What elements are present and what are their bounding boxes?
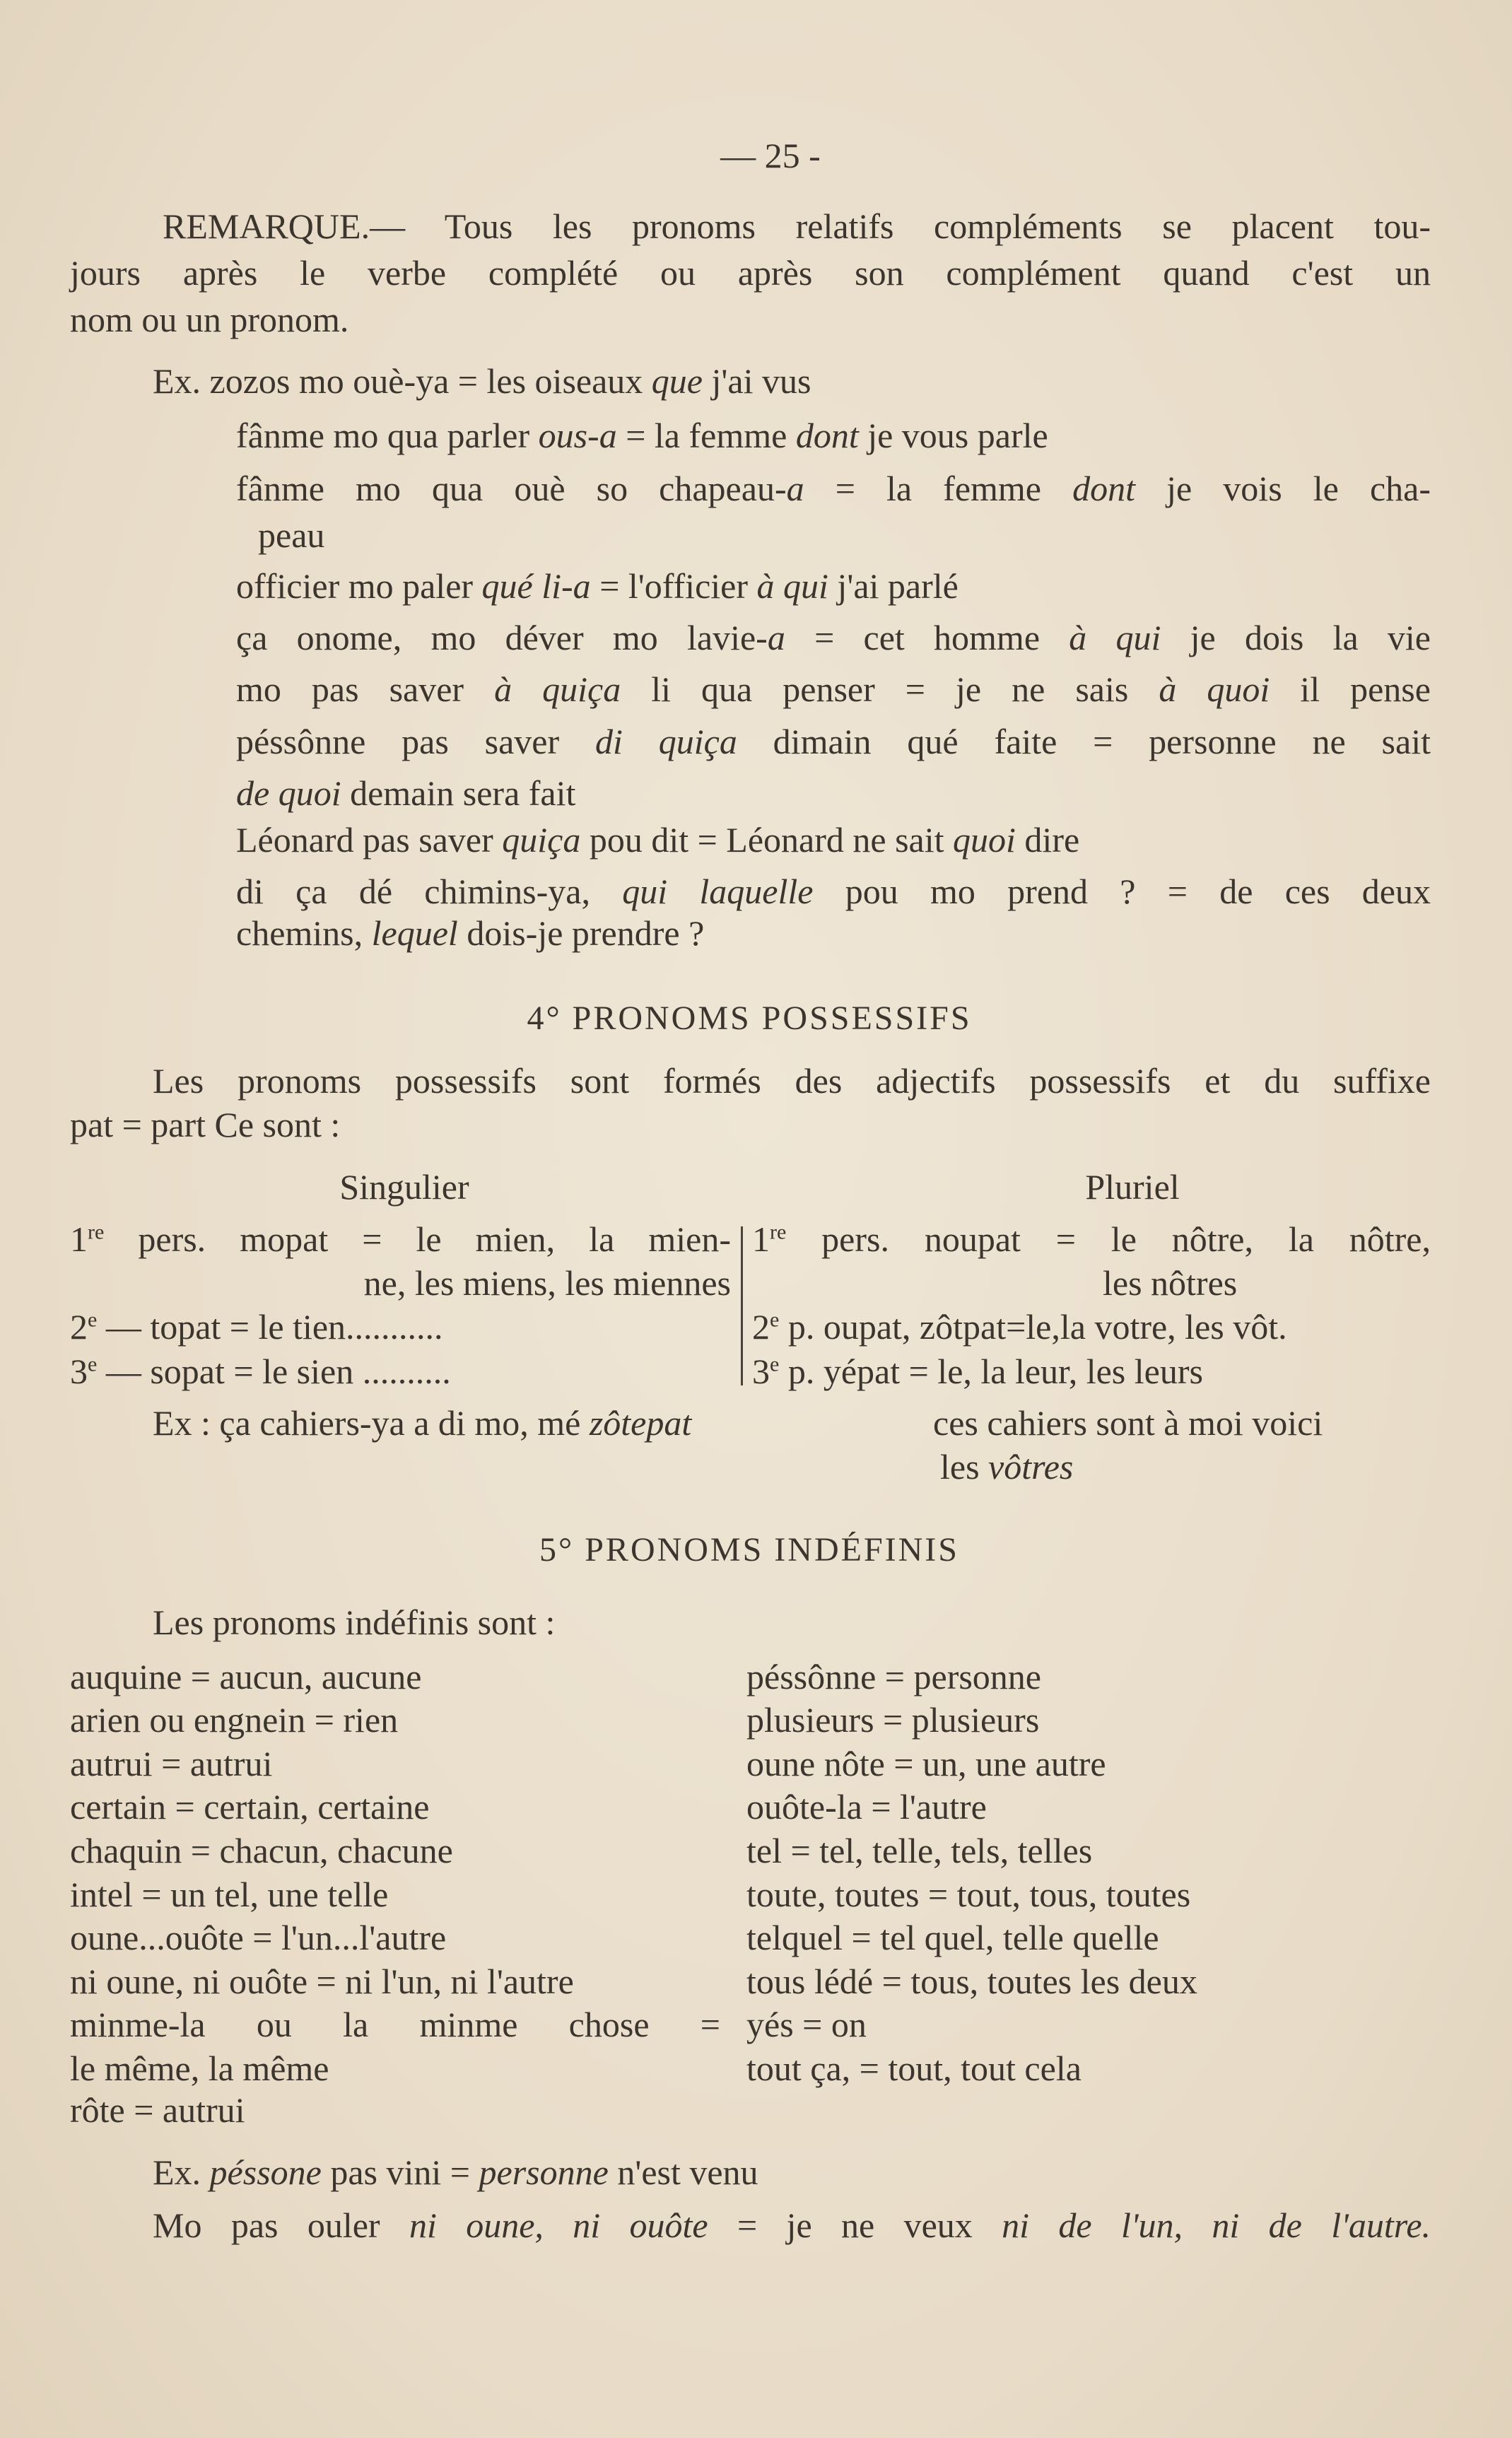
- text-segment: tous lédé = tous, toutes les deux: [746, 1962, 1197, 2001]
- example-line: [236, 912, 704, 954]
- text-segment: pas vini =: [321, 2152, 479, 2192]
- pluriel-row: [752, 1350, 1203, 1393]
- text-segment: demain sera fait: [341, 773, 576, 813]
- text-segment: péssônne pas saver: [236, 722, 595, 761]
- text-segment: = cet homme: [785, 618, 1069, 657]
- text-segment: ces cahiers sont à moi voici: [933, 1403, 1323, 1443]
- text-segment: peau: [258, 515, 325, 555]
- text-segment: mo pas saver: [236, 669, 495, 709]
- text-segment: ni oune, ni ouôte = ni l'un, ni l'autre: [70, 1962, 574, 2001]
- indefinite-pronoun-right: [746, 1699, 1039, 1741]
- text-segment: REMARQUE.— Tous les pronoms relatifs compléments se placent tou-: [163, 206, 1431, 246]
- pluriel-row: [752, 1306, 1287, 1348]
- text-segment: pou mo prend ? = de ces deux: [813, 872, 1431, 911]
- italic-text: que: [651, 361, 703, 401]
- italic-text: à quoi: [1159, 669, 1270, 709]
- text-segment: intel = un tel, une telle: [70, 1875, 389, 1914]
- text-segment: je dois la vie: [1161, 618, 1431, 657]
- text-segment: — 25 -: [720, 136, 821, 175]
- text-segment: nom ou un pronom.: [70, 300, 349, 339]
- italic-text: quoi: [953, 820, 1016, 860]
- indefinite-pronoun-left: [70, 2047, 329, 2090]
- text-segment: Singulier: [339, 1167, 469, 1207]
- text-segment: oune...ouôte = l'un...l'autre: [70, 1918, 447, 1957]
- text-segment: — topat = le tien...........: [97, 1307, 443, 1347]
- section-heading-possessifs: [495, 997, 1004, 1040]
- text-segment: j'ai vus: [703, 361, 811, 401]
- superscript-text: re: [88, 1220, 105, 1244]
- italic-text: à qui: [1069, 618, 1161, 657]
- singulier-row: [70, 1306, 731, 1348]
- text-segment: 3: [70, 1352, 88, 1391]
- italic-text: quiça: [502, 820, 581, 860]
- italic-text: de quoi: [236, 773, 341, 813]
- text-segment: officier mo paler: [236, 566, 482, 606]
- indefinis-intro: [153, 1601, 555, 1643]
- superscript-text: re: [770, 1220, 787, 1244]
- italic-text: à quiça: [494, 669, 621, 709]
- text-segment: arien ou engnein = rien: [70, 1700, 399, 1740]
- text-segment: je vois le cha-: [1135, 469, 1431, 508]
- text-segment: telquel = tel quel, telle quelle: [746, 1918, 1159, 1957]
- possessifs-example: [153, 1402, 691, 1444]
- indefinite-pronoun-right: [746, 2003, 867, 2046]
- text-segment: plusieurs = plusieurs: [746, 1700, 1040, 1740]
- singulier-row: [70, 1350, 731, 1393]
- indefinite-pronoun-left: [70, 1829, 453, 1872]
- italic-text: zôtepat: [589, 1403, 692, 1443]
- text-segment: 4° PRONOMS POSSESSIFS: [527, 1000, 972, 1037]
- possessifs-example-translation: [940, 1446, 1073, 1488]
- text-segment: j'ai parlé: [828, 566, 959, 606]
- text-segment: ça onome, mo déver mo lavie-: [236, 618, 768, 657]
- italic-text: qué li-a: [481, 566, 591, 606]
- example-line: [258, 514, 324, 556]
- indefinite-pronoun-left: [70, 2089, 245, 2131]
- remark-line: [70, 252, 1431, 294]
- italic-text: à qui: [756, 566, 828, 606]
- text-segment: rôte = autrui: [70, 2090, 245, 2130]
- text-segment: Les pronoms indéfinis sont :: [153, 1602, 556, 1642]
- pluriel-row: [752, 1218, 1431, 1260]
- text-segment: 2: [752, 1307, 770, 1347]
- text-segment: les: [940, 1447, 989, 1487]
- example-line: [236, 870, 1431, 913]
- text-segment: di ça dé chimins-ya,: [236, 872, 623, 911]
- text-segment: je vous parle: [858, 416, 1048, 455]
- italic-text: qui laquelle: [622, 872, 814, 911]
- example-line: [236, 414, 1048, 457]
- text-segment: dimain qué faite = personne ne sait: [737, 722, 1431, 761]
- indefinis-example: [153, 2151, 758, 2193]
- italic-text: personne: [479, 2152, 609, 2192]
- text-segment: certain = certain, certaine: [70, 1787, 430, 1827]
- text-segment: 1: [70, 1219, 88, 1259]
- text-segment: p. oupat, zôtpat=le,la votre, les vôt.: [779, 1307, 1287, 1347]
- indefinite-pronoun-left: [70, 1699, 398, 1741]
- example-line: [236, 668, 1431, 710]
- indefinite-pronoun-left: [70, 1960, 574, 2003]
- column-header-singulier: [263, 1166, 546, 1208]
- text-segment: chemins,: [236, 913, 372, 953]
- text-segment: le même, la même: [70, 2049, 329, 2088]
- text-segment: dois-je prendre ?: [457, 913, 705, 953]
- superscript-text: e: [88, 1308, 98, 1332]
- indefinite-pronoun-left: [70, 1916, 446, 1959]
- italic-text: ni de l'un, ni de l'autre.: [1002, 2205, 1431, 2245]
- text-segment: 3: [752, 1352, 770, 1391]
- italic-text: dont: [1072, 469, 1136, 508]
- text-segment: = je ne veux: [708, 2205, 1002, 2245]
- text-segment: 5° PRONOMS INDÉFINIS: [539, 1531, 959, 1569]
- indefinite-pronoun-left: [70, 1742, 272, 1785]
- text-segment: yés = on: [746, 2005, 867, 2044]
- text-segment: — sopat = le sien ..........: [97, 1352, 451, 1391]
- indefinite-pronoun-right: [746, 1916, 1159, 1959]
- italic-text: a: [786, 469, 804, 508]
- text-segment: Ex.: [153, 2152, 210, 2192]
- text-segment: li qua penser = je ne sais: [621, 669, 1159, 709]
- text-segment: tout ça, = tout, tout cela: [746, 2049, 1082, 2088]
- text-segment: Léonard pas saver: [236, 820, 503, 860]
- text-segment: auquine = aucun, aucune: [70, 1657, 422, 1696]
- text-segment: 1: [752, 1219, 770, 1259]
- superscript-text: e: [770, 1308, 780, 1332]
- italic-text: ni oune, ni ouôte: [409, 2205, 708, 2245]
- text-segment: oune nôte = un, une autre: [746, 1744, 1106, 1783]
- remark-line: [163, 205, 1431, 247]
- text-segment: dire: [1015, 820, 1080, 860]
- page-number: [622, 134, 919, 177]
- text-segment: 2: [70, 1307, 88, 1347]
- text-segment: ne, les miens, les miennes: [363, 1263, 731, 1303]
- text-segment: Ex : ça cahiers-ya a di mo, mé: [153, 1403, 590, 1443]
- remark-line: [70, 298, 348, 341]
- example-line: [236, 720, 1431, 763]
- text-segment: Ex. zozos mo ouè-ya = les oiseaux: [153, 361, 652, 401]
- example-line: [236, 819, 1079, 861]
- indefinite-pronoun-left: [70, 1873, 388, 1916]
- text-segment: les nôtres: [1103, 1263, 1238, 1303]
- text-segment: = la femme: [804, 469, 1073, 508]
- text-segment: ouôte-la = l'autre: [746, 1787, 987, 1827]
- indefinis-example: [153, 2204, 1431, 2246]
- indefinite-pronoun-right: [746, 1742, 1106, 1785]
- section-heading-indefinis: [495, 1529, 1004, 1571]
- text-segment: n'est venu: [608, 2152, 758, 2192]
- superscript-text: e: [88, 1352, 98, 1376]
- italic-text: lequel: [371, 913, 458, 953]
- table-column-divider: [741, 1226, 743, 1385]
- text-segment: = la femme: [616, 416, 796, 455]
- italic-text: di quiça: [595, 722, 737, 761]
- italic-text: ous-a: [538, 416, 617, 455]
- text-segment: pers. noupat = le nôtre, la nôtre,: [786, 1219, 1431, 1259]
- indefinite-pronoun-right: [746, 1655, 1041, 1698]
- text-segment: fânme mo qua parler: [236, 416, 539, 455]
- italic-text: a: [767, 618, 785, 657]
- indefinite-pronoun-right: [746, 1829, 1092, 1872]
- text-segment: chaquin = chacun, chacune: [70, 1831, 453, 1870]
- indefinite-pronoun-right: [746, 1960, 1197, 2003]
- indefinite-pronoun-left: [70, 2003, 720, 2046]
- italic-text: dont: [795, 416, 859, 455]
- text-segment: fânme mo qua ouè so chapeau-: [236, 469, 787, 508]
- indefinite-pronoun-right: [746, 1873, 1190, 1916]
- text-segment: Pluriel: [1085, 1167, 1180, 1207]
- text-segment: pat = part Ce sont :: [70, 1105, 341, 1144]
- text-segment: Les pronoms possessifs sont formés des adjectifs possessifs et du suffixe: [153, 1061, 1431, 1101]
- column-header-pluriel: [991, 1166, 1274, 1208]
- singulier-row: [70, 1262, 731, 1304]
- pluriel-row: [1103, 1262, 1237, 1304]
- example-line: [153, 360, 811, 402]
- text-segment: minme-la ou la minme chose =: [70, 2005, 720, 2044]
- possessifs-example-translation: [933, 1402, 1323, 1444]
- text-segment: pou dit = Léonard ne sait: [580, 820, 954, 860]
- example-line: [236, 467, 1431, 510]
- example-line: [236, 772, 575, 814]
- text-segment: péssônne = personne: [746, 1657, 1041, 1696]
- text-segment: pers. mopat = le mien, la mien-: [104, 1219, 731, 1259]
- indefinite-pronoun-left: [70, 1655, 421, 1698]
- example-line: [236, 565, 959, 607]
- indefinite-pronoun-right: [746, 1786, 987, 1828]
- example-line: [236, 616, 1431, 659]
- text-segment: tel = tel, telle, tels, telles: [746, 1831, 1093, 1870]
- italic-text: vôtres: [988, 1447, 1074, 1487]
- text-segment: = l'officier: [590, 566, 757, 606]
- text-segment: autrui = autrui: [70, 1744, 273, 1783]
- text-segment: Mo pas ouler: [153, 2205, 409, 2245]
- text-segment: toute, toutes = tout, tous, toutes: [746, 1875, 1191, 1914]
- singulier-row: [70, 1218, 731, 1260]
- text-segment: p. yépat = le, la leur, les leurs: [779, 1352, 1203, 1391]
- indefinite-pronoun-right: [746, 2047, 1082, 2090]
- possessifs-intro-line: [70, 1103, 340, 1146]
- indefinite-pronoun-left: [70, 1786, 429, 1828]
- superscript-text: e: [770, 1352, 780, 1376]
- possessifs-intro-line: [153, 1060, 1431, 1102]
- italic-text: péssone: [209, 2152, 322, 2192]
- text-segment: il pense: [1270, 669, 1431, 709]
- text-segment: jours après le verbe complété ou après son complément quand c'est un: [70, 253, 1431, 293]
